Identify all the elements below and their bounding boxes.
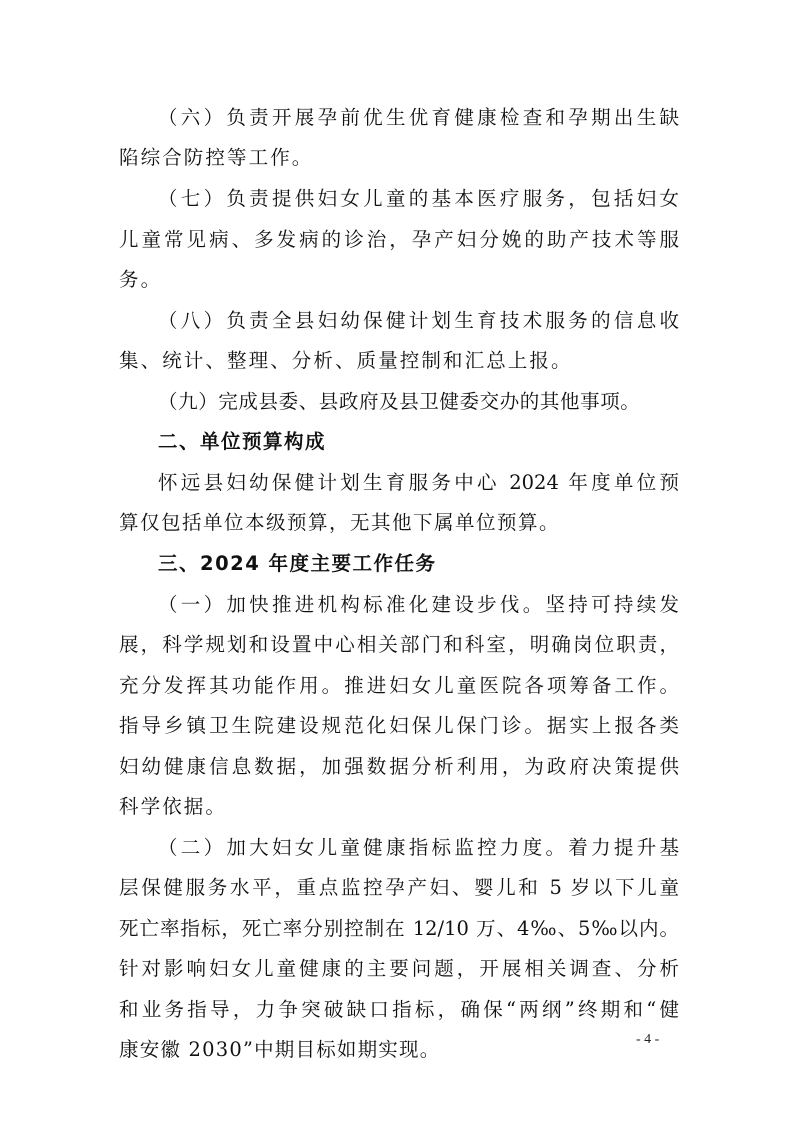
paragraph-line: 算仅包括单位本级预算，无其他下属单位预算。	[119, 511, 561, 534]
paragraph-line: （八）负责全县妇幼保健计划生育技术服务的信息收	[158, 309, 679, 332]
paragraph-line: 死亡率指标，死亡率分别控制在 12/10 万、4‰、5‰以内。	[119, 917, 679, 940]
paragraph-line: 展，科学规划和设置中心相关部门和科室，明确岗位职责，	[119, 633, 679, 656]
paragraph-line: 充分发挥其功能作用。推进妇女儿童医院各项筹备工作。	[119, 674, 679, 697]
paragraph-line: 和业务指导，力争突破缺口指标，确保“两纲”终期和“健	[119, 998, 679, 1021]
paragraph-line: 科学依据。	[119, 795, 228, 818]
section-heading: 二、单位预算构成	[158, 430, 327, 453]
paragraph-line: 康安徽 2030”中期目标如期实现。	[119, 1038, 441, 1061]
paragraph-line: 指导乡镇卫生院建设规范化妇保儿保门诊。据实上报各类	[119, 714, 679, 737]
paragraph-line: 务。	[119, 268, 163, 291]
paragraph-line: （二）加大妇女儿童健康指标监控力度。着力提升基	[158, 836, 679, 859]
paragraph-line: 层保健服务水平，重点监控孕产妇、婴儿和 5 岁以下儿童	[119, 876, 679, 899]
paragraph-line: 陷综合防控等工作。	[119, 146, 314, 169]
paragraph-line: 妇幼健康信息数据，加强数据分析利用，为政府决策提供	[119, 755, 679, 778]
page-number: - 4 -	[636, 1032, 660, 1047]
paragraph-line: （一）加快推进机构标准化建设步伐。坚持可持续发	[158, 593, 679, 616]
paragraph-line: （七）负责提供妇女儿童的基本医疗服务，包括妇女	[158, 187, 679, 210]
paragraph-line: （六）负责开展孕前优生优育健康检查和孕期出生缺	[158, 106, 679, 129]
paragraph-line: 怀远县妇幼保健计划生育服务中心 2024 年度单位预	[158, 471, 679, 494]
section-heading: 三、2024 年度主要工作任务	[158, 552, 437, 575]
paragraph-line: 集、统计、整理、分析、质量控制和汇总上报。	[119, 349, 573, 372]
paragraph-line: 针对影响妇女儿童健康的主要问题，开展相关调查、分析	[119, 957, 679, 980]
paragraph-line: 儿童常见病、多发病的诊治，孕产妇分娩的助产技术等服	[119, 228, 679, 251]
paragraph-line: （九）完成县委、县政府及县卫健委交办的其他事项。	[158, 390, 641, 413]
